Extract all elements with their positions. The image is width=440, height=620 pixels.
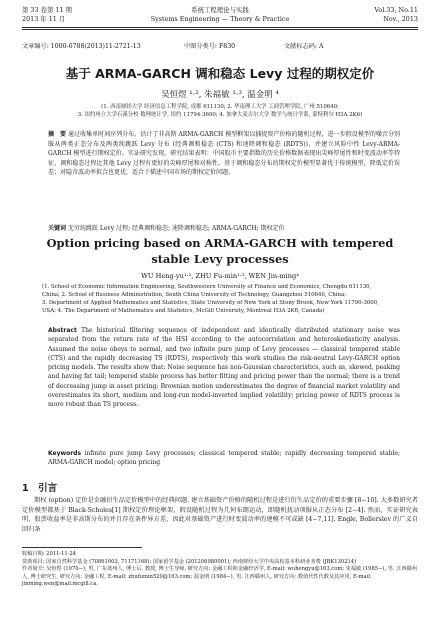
affiliation-line: (1. School of Economic Information Engineering, Southwestern University of Finance and Economics, Chengdu 611130, (42, 284, 372, 290)
keywords-en (48, 449, 400, 467)
header-journal-en: Systems Engineering — Theory & Practice (150, 15, 290, 23)
header-vol-en: Vol.33, No.11 (374, 6, 418, 14)
header-date-en: Nov., 2013 (383, 15, 418, 23)
header-rule-second (22, 29, 418, 30)
clc-number: 中图分类号: F830 (184, 43, 236, 50)
affiliations-en (42, 284, 400, 316)
paper-title-cn: 基于 ARMA-GARCH 调和稳态 Levy 过程的期权定价 (65, 66, 375, 81)
abstract-en (48, 326, 400, 410)
affiliations-cn (30, 103, 410, 119)
header-date: 2013 年 11 月 (22, 15, 66, 23)
introduction-paragraph: 期权 (option) 定价是金融衍生品定价模型中的经典问题. 建立基础资产价格的随机过程是进行衍生品定价的重要步骤 [8−10]. 大多数研究者定价模型都基于 Black-Scholes[1] 期权定价理论框架，假设随机过程为几何布朗运动，即随机扰动项服从正态分布 [2−4]. 然而，实证研究表明，股票收益率是非高斯分布的并且存在条件异方差，因此对基础资产进行时变波动率的建模不可或缺 [4−7,11]. Engle, Bollerslev 的广义自回归条 (22, 497, 418, 533)
keywords-en-text: infinite pure jump Levy processes; classical tempered stable; rapidly decreasing tempered stable; ARMA-GARCH model; option pricing (48, 450, 400, 466)
header-volume-issue: 第 33 卷第 11 期 (22, 6, 72, 14)
authors-en: WU Heng-yu¹·², ZHU Fu-min¹·³, WEN Jin-ming⁴ (141, 272, 299, 280)
paper-title-en: Option pricing based on ARMA-GARCH with tempered stable Levy processes (46, 236, 394, 266)
document-code: 文献标志码: A (284, 43, 324, 50)
affiliation-line: 3. 纽约州立大学石溪分校 数理统计学, 纽约 11794-3600; 4. 加拿大麦吉尔大学 数学与统计学系, 蒙特利尔 H3A 2K6) (77, 112, 363, 118)
section-heading-introduction: 1 引言 (22, 483, 58, 494)
keywords-cn (48, 224, 400, 233)
keywords-cn-label: 关键词 (48, 225, 67, 232)
affiliation-line: 3. Department of Applied Mathematics and Statistics, State University of New York at Stony Brook, New York 11790-3600, (42, 299, 379, 306)
affiliation-line: (1. 西南财经大学 经济信息工程学院, 成都 611130; 2. 华南理工大学 工商管理学院, 广州 510640; (101, 104, 339, 110)
header-center (22, 6, 418, 24)
abstract-cn (48, 130, 400, 178)
header-rule (22, 27, 418, 28)
authors-cn: 吴恒煜 ¹·², 朱福敏 ¹·³, 温金明 ⁴ (161, 90, 279, 100)
abstract-cn-label: 摘 要 (48, 131, 67, 138)
keywords-cn-text: 无穷纯跳跃 Levy 过程; 经典调和稳态; 速降调和稳态; ARMA-GARCH; 期权定价 (67, 225, 285, 232)
article-number: 文章编号: 1000-6788(2013)11-2721-13 (22, 43, 141, 50)
header-right (374, 6, 418, 24)
footnote-authors: 作者简介: 吴恒煜 (1970−), 男, 广东蓝州人, 博士后, 教授, 博士生导师, 研究方向: 金融工程和金融经济学, E-mail: wuhengyu@163.com; 朱福敏 (1985−), 男, 江西赣州人, 博士研究生, 研究方向: 金融工程, E-mail: zhufumin520@163.com; 温金明 (1984−), 男, 江西赣州人, 研究方向: 数值代性代数及其应用, E-mail: jinming.wen@mail.mcgill.ca. (22, 566, 417, 588)
footnote-funding: 资助项目: 国家自然科学基金 (70861003, 71171168); 国家留学基金 (201206980001); 西南财经大学中央高校基本科研业务费 (JBK130214) (22, 558, 357, 565)
footnote-rule (22, 547, 142, 548)
abstract-en-text: The historical filtering sequence of independent and identically distributed stationary noise was separated from the return rate of the HSI according to the autocorrelation and heteroskedasticity analysis. Assumed the noise obeys to normal, and two infinite pure jump of Levy processes — classical tempered stable (CTS) and the rapidly decreasing TS (RDTS), respectively this work studies the risk-neutral Levy-GARCH option pricing models. The results show that: Noise sequence has non-Gaussian characteristics, such as, skewed, peaking and having fat tail; tempered stable process has better fitting and pricing power than the normal; there is a trend of decreasing jump in asset pricing; Brownian motion underestimates the degree of financial market volatility and overestimates its short, medium and long-run model-inverted implied volatility; pricing power of RDTS process is more robust than TS process. (48, 327, 400, 409)
header-journal-cn: 系统工程理论与实践 (191, 6, 249, 14)
affiliation-line: USA; 4. The Department of Mathematics and Statistics, McGill University, Montreal H3A 2K6, Canada) (42, 307, 325, 314)
affiliation-line: China; 2. School of Business Administration, South China University of Technology, Guangzhou 510640, China; (42, 291, 347, 298)
footnotes (22, 551, 418, 589)
footnote-received: 收稿日期: 2011-11-24 (22, 551, 77, 557)
abstract-en-label: Abstract (48, 327, 77, 334)
abstract-cn-text: 通过收集单时间序列分布，估计了非高斯 ARMA-GARCH 模型框架以捕捉资产价格的随机过程，进一步假设模型的噪音分别服从两类正态分布及两类纯跳跃 Levy 分布 (经典调和稳态 (CTS) 和速降调和稳态 (RDTS))，并建立风险中性 Levy-ARMA-GARCH 模型进行期权定价。实证研究发现，研究结果表明：中国股市主要指数的历史价格数据表现出尖峰厚尾性和时变波动率等特征，调和稳态过程比其他 Levy 过程有更好的尖峰厚尾和对称性，基于调和稳态分布的期权定价模型显著优于传统模型，降低定价误差；对隐含波动率拟合也更优，适合于描述中国市场的期权定价问题。 (48, 131, 400, 177)
keywords-en-label: Keywords (48, 450, 82, 457)
